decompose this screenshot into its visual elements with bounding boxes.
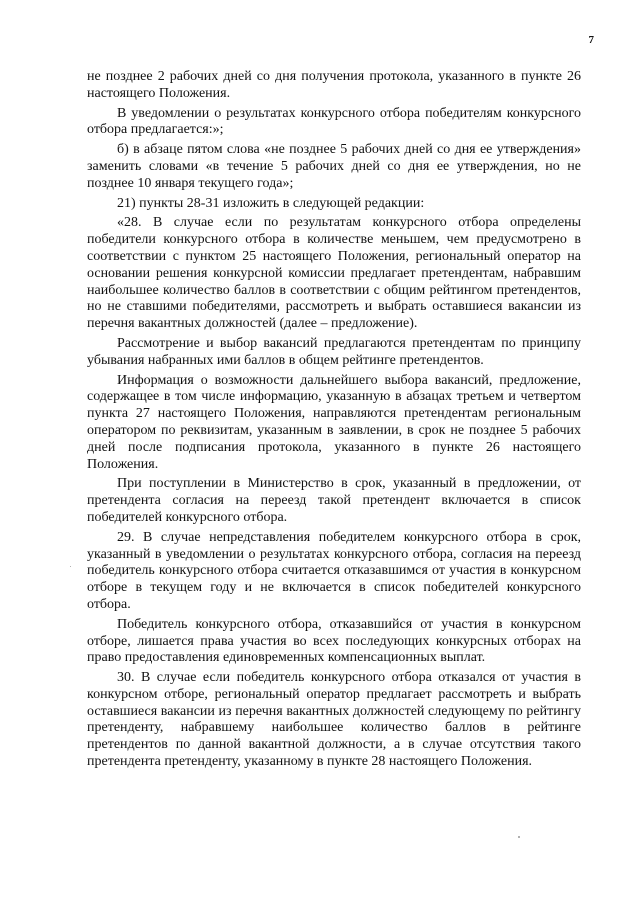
paragraph: «28. В случае если по результатам конкурсного отбора определены победители конкурсного отбора в количестве меньшем, чем предусмотрено в соответствии с пунктом 25 настоящего Положения, региональный оператор на основании решения конкурсной комиссии предлагает претендентам, набравшим наибольшее количество баллов в соответствии с общим рейтингом претендентов, но не ставшими победителями, рассмотреть и выбрать оставшиеся вакансии из перечня вакантных должностей (далее – предложение). (87, 215, 581, 332)
paragraph: Рассмотрение и выбор вакансий предлагаются претендентам по принципу убывания набранных ими баллов в общем рейтинге претендентов. (87, 335, 581, 368)
paragraph: 29. В случае непредставления победителем конкурсного отбора в срок, указанный в уведомлении о результатах конкурсного отбора, согласия на переезд победитель конкурсного отбора считается отказавшимся от участия в конкурсном отборе в текущем году и не включается в список победителей конкурсного отбора. (87, 529, 581, 612)
paragraph: 30. В случае если победитель конкурсного отбора отказался от участия в конкурсном отборе, региональный оператор предлагает рассмотреть и выбрать оставшиеся вакансии из перечня вакантных должностей следующему по рейтингу претенденту, набравшему наибольшее количество баллов в рейтинге претендентов по данной вакантной должности, а в случае отсутствия такого претендента претенденту, указанному в пункте 28 настоящего Положения. (87, 670, 581, 770)
paragraph: В уведомлении о результатах конкурсного отбора победителям конкурсного отбора предлагается:»; (87, 105, 581, 138)
paragraph: Победитель конкурсного отбора, отказавшийся от участия в конкурсном отборе, лишается права участия во всех последующих конкурсных отборах на право предоставления единовременных компенсационных выплат. (87, 616, 581, 666)
paragraph: 21) пункты 28-31 изложить в следующей редакции: (117, 195, 425, 211)
paragraph: не позднее 2 рабочих дней со дня получения протокола, указанного в пункте 26 настоящего Положения. (87, 69, 581, 101)
document-body (87, 69, 581, 774)
paragraph: При поступлении в Министерство в срок, указанный в предложении, от претендента согласия на переезд такой претендент включается в список победителей конкурсного отбора. (87, 476, 581, 525)
scan-speck (70, 566, 71, 567)
page-number: 7 (588, 34, 594, 46)
scan-speck (518, 836, 520, 838)
paragraph: б) в абзаце пятом слова «не позднее 5 рабочих дней со дня ее утверждения» заменить словами «в течение 5 рабочих дней со дня ее утверждения, но не позднее 10 января текущего года»; (87, 142, 581, 191)
paragraph: Информация о возможности дальнейшего выбора вакансий, предложение, содержащее в том числе информацию, указанную в абзацах третьем и четвертом пункта 27 настоящего Положения, направляются претендентам региональным оператором по реквизитам, указанным в заявлении, в срок не позднее 5 рабочих дней после подписания протокола, указанного в пункте 26 настоящего Положения. (87, 372, 581, 472)
